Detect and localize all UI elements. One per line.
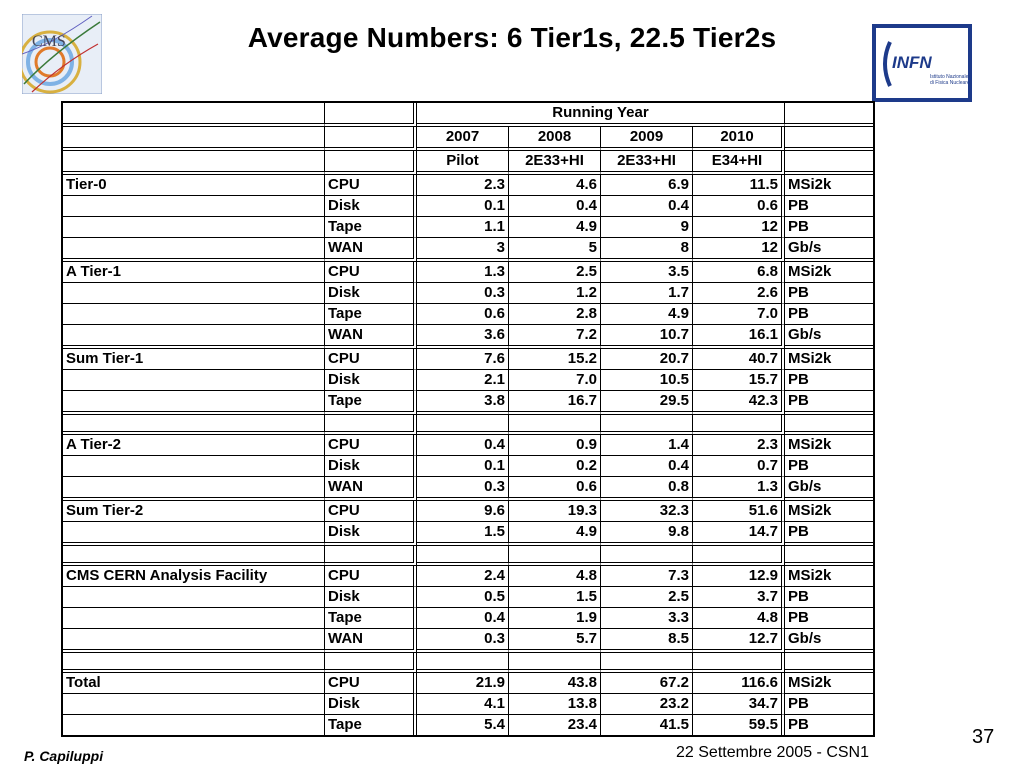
value-cell: 4.8 [693,608,785,629]
value-cell: 0.6 [693,196,785,217]
resource-cell: CPU [325,501,417,522]
value-cell: 1.5 [417,522,509,546]
site-cell: A Tier-1 [63,262,325,283]
site-cell [63,238,325,262]
svg-text:CMS: CMS [32,33,66,50]
value-cell: 59.5 [693,715,785,735]
site-cell [63,370,325,391]
resource-cell [325,415,417,435]
resource-cell: WAN [325,325,417,349]
value-cell: 1.2 [509,283,601,304]
site-cell [63,304,325,325]
value-cell: 0.4 [601,456,693,477]
value-cell: 1.4 [601,435,693,456]
resource-cell [325,546,417,566]
value-cell: 7.0 [693,304,785,325]
table-row [63,217,873,238]
table-row [63,262,873,283]
value-cell: 3.3 [601,608,693,629]
unit-cell: MSi2k [785,501,873,522]
unit-cell: Gb/s [785,325,873,349]
value-cell: 5.7 [509,629,601,653]
value-cell: 4.9 [509,217,601,238]
value-cell: 0.4 [417,435,509,456]
value-cell: 1.5 [509,587,601,608]
value-cell: 0.4 [417,608,509,629]
value-cell: 21.9 [417,673,509,694]
footer-author: P. Capiluppi [24,748,104,764]
year-header: 2008 [509,127,601,151]
value-cell [693,546,785,566]
unit-cell: PB [785,283,873,304]
value-cell: 15.7 [693,370,785,391]
unit-cell: MSi2k [785,435,873,456]
value-cell: 3.5 [601,262,693,283]
value-cell: 16.7 [509,391,601,415]
unit-cell: MSi2k [785,262,873,283]
value-cell: 40.7 [693,349,785,370]
unit-cell: PB [785,304,873,325]
unit-cell [785,415,873,435]
site-cell: Sum Tier-2 [63,501,325,522]
year-header: 2010 [693,127,785,151]
value-cell: 1.9 [509,608,601,629]
unit-cell: PB [785,522,873,546]
header-row-configs [63,151,873,175]
config-header: 2E33+HI [601,151,693,175]
site-cell [63,653,325,673]
value-cell: 3.7 [693,587,785,608]
value-cell: 7.2 [509,325,601,349]
resource-cell: Tape [325,391,417,415]
value-cell [693,415,785,435]
site-cell [63,415,325,435]
site-cell: Tier-0 [63,175,325,196]
value-cell: 0.6 [417,304,509,325]
value-cell: 2.8 [509,304,601,325]
value-cell [417,546,509,566]
resource-cell: CPU [325,262,417,283]
value-cell: 7.3 [601,566,693,587]
table-row [63,608,873,629]
header-blank [785,127,873,151]
resource-cell: Disk [325,587,417,608]
site-cell [63,608,325,629]
value-cell: 12.7 [693,629,785,653]
resource-cell: CPU [325,175,417,196]
header-blank [325,127,417,151]
value-cell: 2.6 [693,283,785,304]
table-row [63,477,873,501]
unit-cell: PB [785,370,873,391]
value-cell: 34.7 [693,694,785,715]
value-cell: 14.7 [693,522,785,546]
resource-cell: CPU [325,349,417,370]
config-header: E34+HI [693,151,785,175]
slide-title: Average Numbers: 6 Tier1s, 22.5 Tier2s [247,22,777,53]
value-cell: 0.2 [509,456,601,477]
resource-cell: CPU [325,673,417,694]
value-cell: 4.6 [509,175,601,196]
value-cell: 0.3 [417,629,509,653]
resource-table [61,101,875,737]
unit-cell [785,653,873,673]
site-cell [63,522,325,546]
svg-text:Istituto Nazionale: Istituto Nazionale [930,74,969,80]
value-cell: 41.5 [601,715,693,735]
config-header: Pilot [417,151,509,175]
table-row [63,196,873,217]
unit-cell: Gb/s [785,238,873,262]
table-row [63,566,873,587]
resource-cell: Tape [325,608,417,629]
value-cell: 43.8 [509,673,601,694]
table-row [63,653,873,673]
value-cell: 12.9 [693,566,785,587]
value-cell: 0.3 [417,283,509,304]
value-cell: 51.6 [693,501,785,522]
site-cell [63,715,325,735]
site-cell: A Tier-2 [63,435,325,456]
value-cell: 13.8 [509,694,601,715]
site-cell [63,546,325,566]
value-cell: 8 [601,238,693,262]
site-cell: Sum Tier-1 [63,349,325,370]
table-row [63,370,873,391]
value-cell [417,415,509,435]
header-blank [785,103,873,127]
resource-cell: Tape [325,715,417,735]
site-cell: Total [63,673,325,694]
value-cell [509,546,601,566]
table-row [63,304,873,325]
value-cell: 23.4 [509,715,601,735]
unit-cell: MSi2k [785,349,873,370]
table-row [63,325,873,349]
unit-cell: PB [785,456,873,477]
value-cell: 0.4 [509,196,601,217]
value-cell: 1.3 [417,262,509,283]
header-row-years [63,127,873,151]
value-cell [601,653,693,673]
value-cell: 19.3 [509,501,601,522]
page-number: 37 [972,726,995,748]
value-cell: 42.3 [693,391,785,415]
year-header: 2007 [417,127,509,151]
value-cell: 6.9 [601,175,693,196]
value-cell: 0.1 [417,456,509,477]
value-cell: 0.3 [417,477,509,501]
value-cell: 32.3 [601,501,693,522]
value-cell: 4.9 [601,304,693,325]
value-cell: 6.8 [693,262,785,283]
value-cell: 12 [693,238,785,262]
value-cell: 9.8 [601,522,693,546]
header-blank [63,151,325,175]
site-cell [63,456,325,477]
resource-cell: Disk [325,196,417,217]
value-cell: 10.5 [601,370,693,391]
resource-cell [325,653,417,673]
value-cell [693,653,785,673]
resource-cell: Disk [325,522,417,546]
table-row [63,629,873,653]
unit-cell: MSi2k [785,673,873,694]
value-cell: 4.1 [417,694,509,715]
resource-cell: Disk [325,283,417,304]
site-cell [63,694,325,715]
table-row [63,435,873,456]
site-cell [63,217,325,238]
value-cell: 3 [417,238,509,262]
svg-text:INFN: INFN [892,53,932,72]
unit-cell: PB [788,716,809,733]
value-cell [601,415,693,435]
unit-cell: MSi2k [785,566,873,587]
value-cell: 0.8 [601,477,693,501]
resource-cell: CPU [325,435,417,456]
value-cell: 0.4 [601,196,693,217]
value-cell: 7.6 [417,349,509,370]
table-row [63,501,873,522]
running-year-header: Running Year [417,103,785,127]
value-cell: 1.3 [693,477,785,501]
svg-text:di Fisica Nucleare: di Fisica Nucleare [930,80,970,86]
unit-cell [785,546,873,566]
value-cell: 11.5 [693,175,785,196]
unit-cell: PB [785,391,873,415]
value-cell: 20.7 [601,349,693,370]
site-cell [63,629,325,653]
value-cell: 1.7 [601,283,693,304]
site-cell [63,477,325,501]
value-cell: 5.4 [417,715,509,735]
header-blank [325,151,417,175]
value-cell: 23.2 [601,694,693,715]
table-row [63,587,873,608]
value-cell: 8.5 [601,629,693,653]
value-cell: 15.2 [509,349,601,370]
value-cell: 0.6 [509,477,601,501]
table-row [63,694,873,715]
table-row [63,673,873,694]
unit-cell: Gb/s [785,629,873,653]
value-cell: 2.5 [509,262,601,283]
table-row [63,415,873,435]
value-cell [417,653,509,673]
site-cell [63,587,325,608]
value-cell: 2.4 [417,566,509,587]
value-cell: 0.7 [693,456,785,477]
header-blank [63,103,325,127]
resource-cell: CPU [325,566,417,587]
value-cell: 3.8 [417,391,509,415]
value-cell: 0.5 [417,587,509,608]
resource-cell: Disk [325,694,417,715]
site-cell [63,391,325,415]
value-cell [509,415,601,435]
value-cell [601,546,693,566]
unit-cell: MSi2k [785,175,873,196]
table-row [63,349,873,370]
unit-cell: PB [785,608,873,629]
value-cell: 10.7 [601,325,693,349]
unit-cell: PB [785,196,873,217]
value-cell: 3.6 [417,325,509,349]
resource-cell: Disk [325,456,417,477]
value-cell: 2.3 [417,175,509,196]
site-cell: CMS CERN Analysis Facility [63,566,325,587]
table-row [63,546,873,566]
resource-cell: WAN [325,629,417,653]
site-cell [63,283,325,304]
value-cell: 116.6 [693,673,785,694]
table-row [63,175,873,196]
value-cell: 2.3 [693,435,785,456]
site-cell [63,196,325,217]
value-cell: 12 [693,217,785,238]
table-row [63,391,873,415]
table-row [63,238,873,262]
site-cell [63,325,325,349]
table-row [63,456,873,477]
header-blank [785,151,873,175]
table-row [63,283,873,304]
resource-cell: WAN [325,477,417,501]
header-blank [63,127,325,151]
value-cell: 9.6 [417,501,509,522]
value-cell: 67.2 [601,673,693,694]
footer-date-event: 22 Settembre 2005 - CSN1 [676,744,869,761]
value-cell: 2.1 [417,370,509,391]
value-cell: 0.1 [417,196,509,217]
header-blank [325,103,417,127]
resource-cell: Disk [325,370,417,391]
value-cell: 0.9 [509,435,601,456]
unit-cell: PB [785,587,873,608]
resource-cell: WAN [325,238,417,262]
value-cell: 4.9 [509,522,601,546]
table-row [63,715,873,735]
table-row [63,522,873,546]
infn-logo [872,24,972,102]
value-cell: 2.5 [601,587,693,608]
unit-cell: Gb/s [785,477,873,501]
unit-cell: PB [785,217,873,238]
config-header: 2E33+HI [509,151,601,175]
resource-cell: Tape [325,217,417,238]
value-cell: 16.1 [693,325,785,349]
value-cell: 5 [509,238,601,262]
value-cell: 9 [601,217,693,238]
header-row-running-year [63,103,873,127]
value-cell: 7.0 [509,370,601,391]
resource-cell: Tape [325,304,417,325]
value-cell: 4.8 [509,566,601,587]
value-cell [509,653,601,673]
value-cell: 1.1 [417,217,509,238]
year-header: 2009 [601,127,693,151]
value-cell: 29.5 [601,391,693,415]
unit-cell: PB [785,694,873,715]
